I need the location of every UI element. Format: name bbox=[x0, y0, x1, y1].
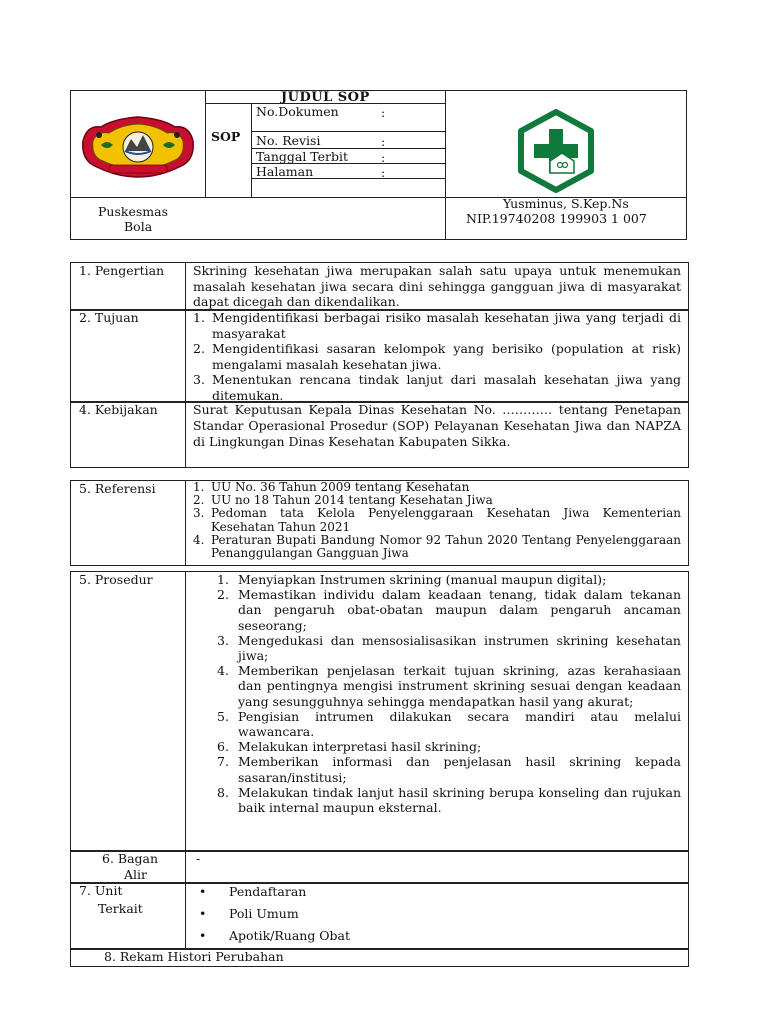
column-divider bbox=[185, 263, 186, 310]
row-kebijakan bbox=[70, 401, 689, 468]
row-prosedur bbox=[70, 571, 689, 852]
column-divider bbox=[185, 572, 186, 851]
row-tujuan bbox=[70, 309, 689, 403]
label-prosedur: 5. Prosedur bbox=[79, 572, 153, 587]
list-item: 1. Mengidentifikasi berbagai risiko masalah kesehatan jiwa yang terjadi di masyarakat bbox=[193, 310, 681, 341]
sop-header-table bbox=[70, 90, 687, 240]
meta-label-no-dokumen: No.Dokumen bbox=[256, 104, 339, 119]
list-item: 1. Menyiapkan Instrumen skrining (manual maupun digital); bbox=[217, 572, 607, 587]
label-tujuan: 2. Tujuan bbox=[79, 310, 139, 325]
list-item: 1. UU No. 36 Tahun 2009 tentang Kesehatan bbox=[193, 480, 470, 494]
text-bagan-alir: - bbox=[196, 851, 201, 866]
list-item: 2. UU no 18 Tahun 2014 tentang Kesehatan Jiwa bbox=[193, 493, 493, 508]
label-kebijakan: 4. Kebijakan bbox=[79, 402, 158, 417]
column-divider bbox=[185, 402, 186, 467]
list-item: 2. Mengidentifikasi sasaran kelompok yang berisiko (population at risk) mengalami masalah kesehatan jiwa. bbox=[193, 341, 681, 372]
unit-name-line2: Bola bbox=[124, 219, 153, 234]
label-pengertian: 1. Pengertian bbox=[79, 263, 165, 278]
list-item: • Apotik/Ruang Obat bbox=[199, 928, 351, 943]
list-item: 5. Pengisian intrumen dilakukan secara mandiri atau melalui wawancara. bbox=[217, 708, 681, 740]
label-rekam-histori: 8. Rekam Histori Perubahan bbox=[104, 949, 284, 964]
list-unit-terkait bbox=[193, 881, 681, 947]
list-item: 2. Memastikan individu dalam keadaan tenang, tidak dalam tekanan dan pengaruh obat-obatan maupun dalam pengaruh ancaman seseorang; bbox=[217, 587, 681, 633]
row-pengertian bbox=[70, 262, 689, 311]
label-bagan-line1: 6. Bagan bbox=[102, 851, 159, 866]
signer-nip: NIP.19740208 199903 1 007 bbox=[466, 211, 647, 226]
meta-label-tanggal-terbit: Tanggal Terbit bbox=[256, 149, 349, 164]
list-item: • Poli Umum bbox=[199, 906, 299, 921]
header-divider bbox=[251, 131, 445, 132]
text-pengertian: Skrining kesehatan jiwa merupakan salah satu upaya untuk menemukan masalah kesehatan jiwa secara dini sehingga gangguan jiwa di masyarakat dapat dicegah dan dikendalikan. bbox=[193, 263, 681, 309]
list-item: 3. Pedoman tata Kelola Penyelenggaraan Kesehatan Jiwa Kementerian Kesehatan Tahun 2021 bbox=[193, 506, 681, 534]
row-unit-terkait bbox=[70, 882, 689, 950]
label-unit-line1: 7. Unit bbox=[79, 883, 123, 898]
header-divider bbox=[205, 91, 206, 197]
meta-sep: : bbox=[381, 105, 386, 120]
list-item: 6. Melakukan interpretasi hasil skrining; bbox=[217, 739, 482, 755]
column-divider bbox=[185, 883, 186, 949]
puskesmas-logo bbox=[516, 109, 596, 193]
label-referensi: 5. Referensi bbox=[79, 481, 156, 496]
list-item: 3. Menentukan rencana tindak lanjut dari masalah kesehatan jiwa yang ditemukan. bbox=[193, 372, 681, 403]
sop-label: SOP bbox=[211, 129, 241, 144]
row-rekam-histori bbox=[70, 948, 689, 967]
meta-label-halaman: Halaman bbox=[256, 164, 314, 179]
list-item: 3. Mengedukasi dan mensosialisasikan instrumen skrining kesehatan jiwa; bbox=[217, 632, 681, 664]
unit-name-line1: Puskesmas bbox=[98, 204, 168, 219]
list-referensi bbox=[193, 481, 681, 560]
header-divider bbox=[445, 91, 446, 239]
label-bagan-line2: Alir bbox=[124, 867, 147, 882]
sop-title: JUDUL SOP bbox=[281, 90, 370, 105]
meta-label-no-revisi: No. Revisi bbox=[256, 133, 321, 148]
list-item: 4. Peraturan Bupati Bandung Nomor 92 Tahun 2020 Tentang Penyelenggaraan Penanggulangan Gangguan Jiwa bbox=[193, 532, 681, 561]
row-referensi bbox=[70, 480, 689, 566]
list-tujuan bbox=[193, 310, 681, 403]
meta-sep: : bbox=[381, 165, 386, 180]
list-item: 4. Memberikan penjelasan terkait tujuan skrining, azas kerahasiaan dan pentingnya mengisi instrument skrining sesuai dengan keadaan yang sesungguhnya sehingga mendapatkan hasil yang akurat; bbox=[217, 663, 681, 709]
meta-sep: : bbox=[381, 134, 386, 149]
list-item: 8. Melakukan tindak lanjut hasil skrining berupa konseling dan rujukan baik internal maupun eksternal. bbox=[217, 784, 681, 816]
list-item: • Pendaftaran bbox=[199, 884, 307, 899]
row-bagan-alir bbox=[70, 850, 689, 884]
text-kebijakan: Surat Keputusan Kepala Dinas Kesehatan No. ………… tentang Penetapan Standar Operasional Prosedur (SOP) Pelayanan Kesehatan Jiwa dan NAPZA di Lingkungan Dinas Kesehatan Kabupaten Sikka. bbox=[193, 402, 681, 449]
label-unit-line2: Terkait bbox=[98, 901, 143, 916]
kabupaten-emblem-logo bbox=[79, 111, 197, 181]
column-divider bbox=[185, 481, 186, 565]
column-divider bbox=[185, 310, 186, 402]
list-prosedur bbox=[193, 572, 681, 815]
list-item: 7. Memberikan informasi dan penjelasan hasil skrining kepada sasaran/institusi; bbox=[217, 754, 681, 785]
meta-sep: : bbox=[381, 150, 386, 165]
signer-name: Yusminus, S.Kep.Ns bbox=[503, 196, 629, 211]
header-divider bbox=[251, 103, 252, 197]
